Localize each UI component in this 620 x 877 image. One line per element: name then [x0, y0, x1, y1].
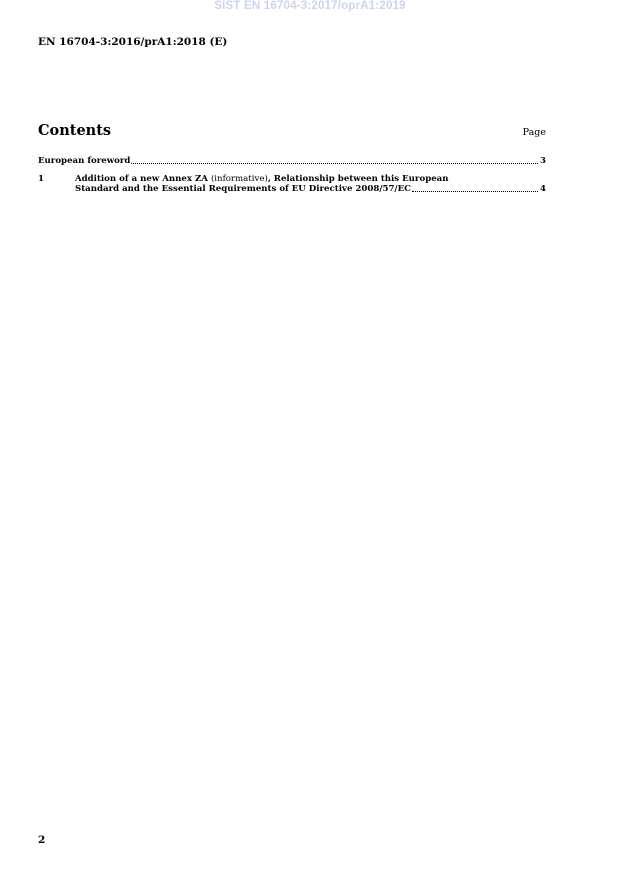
- page-number: 2: [38, 834, 46, 846]
- toc-entry-title-informative: (informative): [210, 174, 268, 184]
- toc-entry-title-part4: Standard and the Essential Requirements of EU Directive 2008/57/EC: [75, 184, 411, 194]
- toc-entry-foreword[interactable]: [38, 156, 546, 166]
- toc-entry-page: 3: [540, 156, 546, 166]
- toc-leader-dots: [131, 162, 538, 164]
- toc-entry-page: 4: [540, 184, 546, 194]
- toc-entry-title-part3: , Relationship between this European: [267, 174, 449, 184]
- toc-entry-number: 1: [38, 174, 44, 184]
- contents-title: Contents: [38, 122, 112, 139]
- toc-leader-dots: [412, 190, 538, 192]
- table-of-contents: [38, 156, 546, 194]
- page-column-label: Page: [522, 127, 546, 138]
- watermark: SIST EN 16704-3:2017/oprA1:2019: [214, 0, 406, 12]
- toc-entry-title[interactable]: European foreword: [38, 156, 131, 166]
- toc-entry-title-line2[interactable]: [75, 184, 546, 194]
- document-id-header: EN 16704-3:2016/prA1:2018 (E): [38, 36, 228, 48]
- toc-entry-annex-za[interactable]: [38, 174, 546, 194]
- toc-entry-title-line1[interactable]: [75, 174, 546, 184]
- toc-entry-title-part1: Addition of a new Annex ZA: [75, 174, 208, 184]
